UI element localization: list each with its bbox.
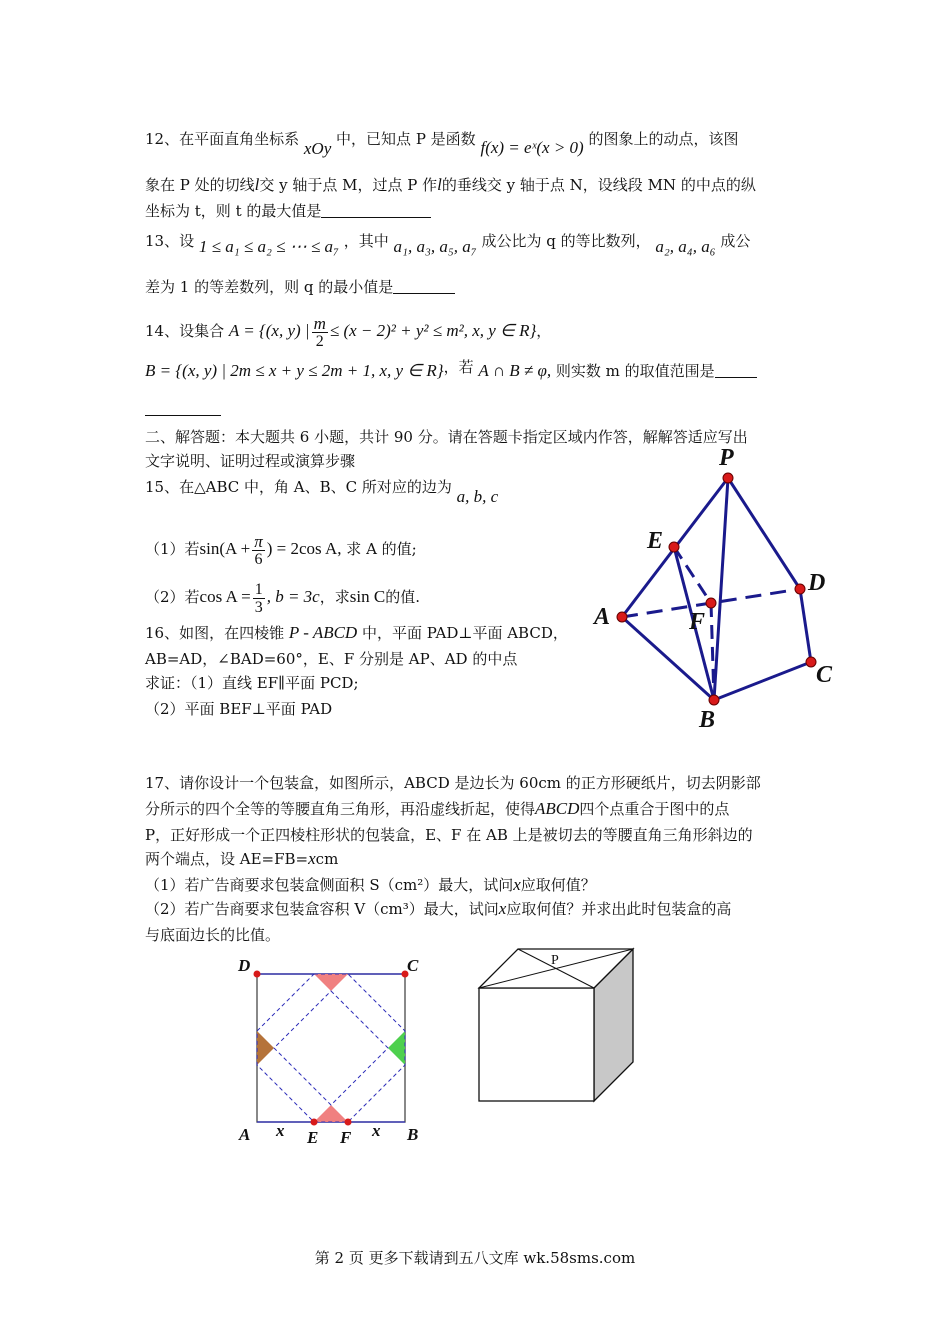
edge-cb	[714, 662, 811, 700]
q15-part2: （2）若cos A = $\frac{1}{3}$ , b = 3c，求sin C的值.	[145, 580, 420, 616]
q14-answer-blank-cont[interactable]	[145, 400, 221, 416]
label-e: E	[647, 528, 664, 554]
q13-even-terms: a₂, a₄, a₆	[655, 237, 716, 256]
point-f	[345, 1119, 352, 1126]
q14-set-b: B = {(x, y) | 2m ≤ x + y ≤ 2m + 1, x, y ∈ R}	[145, 361, 444, 380]
label-f: F	[340, 1128, 352, 1147]
label-x-left: x	[276, 1121, 285, 1140]
label-d: D	[808, 570, 826, 596]
q12-line3: 坐标为 t，则 t 的最大值是	[145, 200, 807, 222]
cut-triangle-bottom	[314, 1105, 348, 1122]
label-p: P	[551, 953, 559, 968]
q15-part1-fraction: $\frac{\pi}{6}$	[254, 531, 263, 568]
q15-sides: a, b, c	[456, 487, 499, 506]
box-front-face	[479, 988, 594, 1101]
q14-fraction: $\frac{m}{2}$	[313, 313, 326, 350]
pyramid-figure	[585, 440, 845, 740]
page-footer: 第 2 页 更多下载请到五八文库 wk.58sms.com	[314, 1249, 636, 1267]
label-f: F	[689, 609, 706, 635]
point-d	[795, 584, 805, 594]
label-c: C	[816, 662, 833, 688]
point-d	[254, 971, 261, 978]
point-a	[617, 612, 627, 622]
q13-odd-terms: a₁, a₃, a₅, a₇	[393, 237, 477, 256]
q14-line1: 14、设集合 A = {(x, y) | $\frac{m}{2}$ ≤ (x − 2)² + y² ≤ m², x, y ∈ R}，	[145, 313, 552, 350]
edge-dc	[800, 589, 811, 662]
q14-set-a-rhs: ≤ (x − 2)² + y² ≤ m², x, y ∈ R}	[329, 321, 537, 340]
q14-set-a-lhs: A = {(x, y) |	[228, 321, 310, 340]
q16-line2: AB=AD，∠BAD=60°，E、F 分别是 AP、AD 的中点	[145, 650, 518, 668]
q16-pyramid: P - ABCD	[288, 623, 358, 642]
q12-function: f(x) = eˣ(x > 0)	[480, 138, 584, 157]
q13-line2: 差为 1 的等差数列，则 q 的最小值是	[145, 276, 807, 298]
edge-pb	[714, 478, 728, 700]
cut-triangle-top	[314, 974, 348, 991]
q12-coord-system: xOy	[303, 139, 332, 158]
q13-answer-blank[interactable]	[393, 278, 455, 294]
q17-line4: 两个端点，设 AE=FB=xcm	[145, 849, 339, 868]
q14-condition: A ∩ B ≠ φ,	[478, 361, 552, 380]
q14-line3	[145, 398, 807, 420]
q17-part2: （2）若广告商要求包装盒容积 V（cm³）最大，试问x应取何值？并求出此时包装盒的高	[145, 899, 732, 918]
point-p	[723, 473, 733, 483]
q12-answer-blank[interactable]	[321, 202, 431, 218]
box-figure	[470, 940, 645, 1110]
label-c: C	[407, 956, 419, 975]
fold-outer	[257, 974, 405, 1122]
label-x-right: x	[372, 1121, 381, 1140]
section2-line2: 文字说明、证明过程或演算步骤	[145, 452, 356, 470]
section2-heading: 二、解答题：本大题共 6 小题，共计 90 分。请在答题卡指定区域内作答，解解答适应写出	[145, 428, 748, 446]
point-b	[709, 695, 719, 705]
q15-part2-fraction: $\frac{1}{3}$	[254, 580, 263, 616]
q15-part1: （1）若sin(A + $\frac{\pi}{6}$ ) = 2cos A, 求 A 的值;	[145, 531, 417, 568]
q17-line1: 17、请你设计一个包装盒，如图所示，ABCD 是边长为 60cm 的正方形硬纸片，切去阴影部	[145, 774, 761, 792]
square-paper-figure	[230, 952, 430, 1152]
q17-part2-line2: 与底面边长的比值。	[145, 926, 281, 944]
label-d: D	[238, 956, 251, 975]
edge-pc-pd	[728, 478, 800, 589]
q12-line1: 12、在平面直角坐标系 xOy 中，已知点 P 是函数 f(x) = eˣ(x > 0) 的图象上的动点，该图	[145, 130, 739, 158]
q14-answer-blank[interactable]	[715, 362, 757, 378]
edge-ef	[674, 547, 711, 603]
fold-inner	[274, 991, 388, 1105]
q12-line2: 象在 P 处的切线l交 y 轴于点 M，过点 P 作l的垂线交 y 轴于点 N，设线段 MN 的中点的纵	[145, 175, 756, 194]
label-b: B	[407, 1125, 419, 1144]
cut-triangle-right	[388, 1031, 405, 1065]
q17-line2: 分所示的四个全等的等腰直角三角形，再沿虚线折起，使得ABCD四个点重合于图中的点	[145, 799, 730, 818]
q13-sequence: 1 ≤ a₁ ≤ a₂ ≤ ⋯ ≤ a₇	[198, 237, 339, 256]
cut-triangle-left	[257, 1031, 274, 1065]
q13-line1: 13、设 1 ≤ a₁ ≤ a₂ ≤ ⋯ ≤ a₇ ，其中 a₁, a₃, a₅, a₇ 成公比为 q 的等比数列， a₂, a₄, a₆ 成公	[145, 232, 751, 256]
q15-line1: 15、在△ABC 中，角 A、B、C 所对应的边为 a, b, c	[145, 478, 499, 506]
label-p: P	[719, 445, 734, 471]
q14-line2: B = {(x, y) | 2m ≤ x + y ≤ 2m + 1, x, y ∈ R}，若 A ∩ B ≠ φ, 则实数 m 的取值范围是	[145, 360, 807, 382]
label-e: E	[307, 1128, 319, 1147]
q16-line1: 16、如图，在四棱锥 P - ABCD 中，平面 PAD⊥平面 ABCD，	[145, 623, 568, 642]
q16-line4: （2）平面 BEF⊥平面 PAD	[145, 700, 333, 718]
point-e	[669, 542, 679, 552]
label-b: B	[699, 707, 716, 733]
square-outline	[257, 974, 405, 1122]
q16-line3: 求证：（1）直线 EF∥平面 PCD;	[145, 674, 359, 692]
point-e	[311, 1119, 318, 1126]
label-a: A	[239, 1125, 251, 1144]
label-a: A	[594, 604, 611, 630]
point-c	[806, 657, 816, 667]
q17-line3: P，正好形成一个正四棱柱形状的包装盒，E、F 在 AB 上是被切去的等腰直角三角形斜边的	[145, 826, 753, 844]
point-f	[706, 598, 716, 608]
q17-part1: （1）若广告商要求包装盒侧面积 S（cm²）最大，试问x应取何值？	[145, 875, 596, 894]
